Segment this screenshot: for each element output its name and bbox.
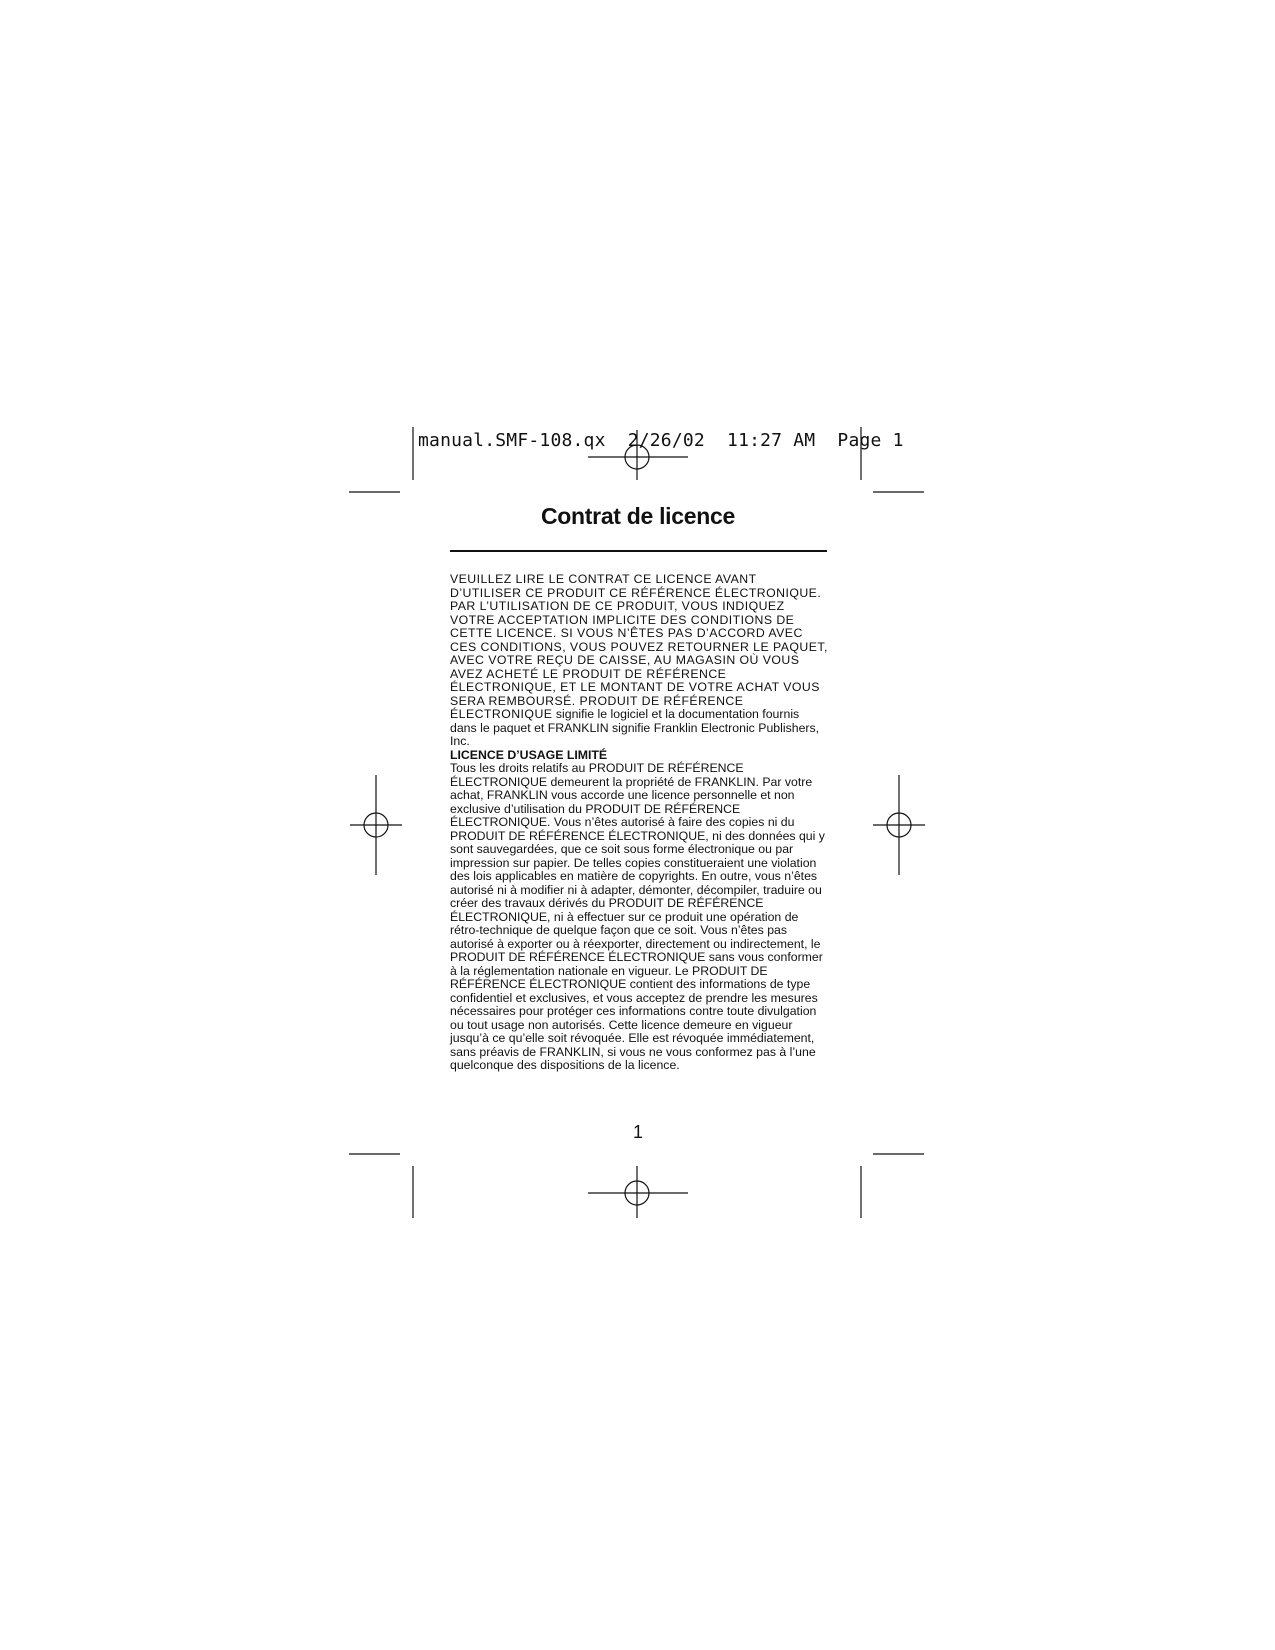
intro-paragraph xyxy=(450,573,828,749)
title-underline xyxy=(450,550,827,552)
section-heading: LICENCE D’USAGE LIMITÉ xyxy=(450,747,608,762)
intro-caps-text: VEUILLEZ LIRE LE CONTRAT CE LICENCE AVANT D’UTILISER CE PRODUIT CE RÉFÉRENCE ÉLECTRONIQUE. PAR L’UTILISATION DE CE PRODUIT, VOUS INDIQUEZ VOTRE ACCEPTATION IMPLICITE DES CONDITIONS DE CETTE LICENCE. SI VOUS N’ÊTES PAS D’ACCORD AVEC CES CONDITIONS, VOUS POUVEZ RETOURNER LE PAQUET, AVEC VOTRE REÇU DE CAISSE, AU MAGASIN OÙ VOUS AVEZ ACHETÉ LE PRODUIT DE RÉFÉRENCE ÉLECTRONIQUE, ET LE MONTANT DE VOTRE ACHAT VOUS SERA REMBOURSÉ. PRODUIT DE RÉFÉRENCE ÉLECTRONIQUE xyxy=(450,572,828,721)
license-text xyxy=(450,573,828,1073)
registration-mark-bottom xyxy=(588,1166,688,1218)
intro-rest-text: signifie le logiciel et la documentation fournis dans le paquet et FRANKLIN signifie Franklin Electronic Publishers, Inc. xyxy=(450,707,820,748)
page-title: Contrat de licence xyxy=(541,503,735,529)
section-paragraph: Tous les droits relatifs au PRODUIT DE RÉFÉRENCE ÉLECTRONIQUE demeurent la propriété de FRANKLIN. Par votre achat, FRANKLIN vous accorde une licence personnelle et non exclusive d’utilisation du PRODUIT DE RÉFÉRENCE ÉLECTRONIQUE. Vous n’êtes autorisé à faire des copies ni du PRODUIT DE RÉFÉRENCE ÉLECTRONIQUE, ni des données qui y sont sauvegardées, que ce soit sous forme électronique ou par impression sur papier. De telles copies constitueraient une violation des lois applicables en matière de copyrights. En outre, vous n’êtes autorisé ni à modifier ni à adapter, démonter, décompiler, traduire ou créer des travaux dérivés du PRODUIT DE RÉFÉRENCE ÉLECTRONIQUE, ni à effectuer sur ce produit une opération de rétro-technique de quelque façon que ce soit. Vous n’êtes pas autorisé à exporter ou à réexporter, directement ou indirectement, le PRODUIT DE RÉFÉRENCE ÉLECTRONIQUE sans vous conformer à la réglementation nationale en vigueur. Le PRODUIT DE RÉFÉRENCE ÉLECTRONIQUE contient des informations de type confidentiel et exclusives, et vous acceptez de prendre les mesures nécessaires pour protéger ces informations contre toute divulgation ou tout usage non autorisés. Cette licence demeure en vigueur jusqu’à ce qu’elle soit révoquée. Elle est révoquée immédiatement, sans préavis de FRANKLIN, si vous ne vous conformez pas à l’une quelconque des dispositions de la licence. xyxy=(450,761,825,1072)
page-number: 1 xyxy=(632,1122,643,1142)
print-slug: manual.SMF-108.qx 2/26/02 11:27 AM Page 1 xyxy=(418,430,904,451)
registration-mark-right xyxy=(873,775,925,875)
registration-mark-left xyxy=(350,775,402,875)
